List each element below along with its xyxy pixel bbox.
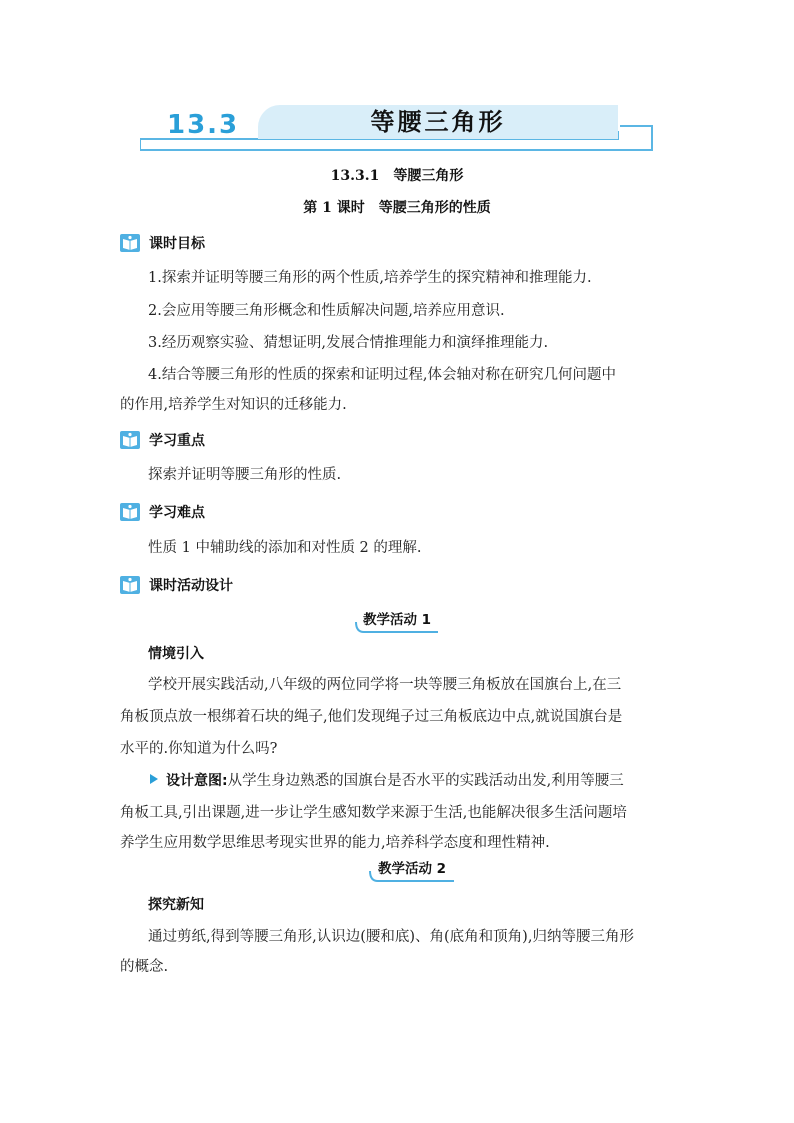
paragraph-line: 水平的.你知道为什么吗? xyxy=(120,741,278,757)
design-intent-text: 从学生身边熟悉的国旗台是否水平的实践活动出发,利用等腰三 xyxy=(227,773,624,789)
lesson-title: 第 1 课时 等腰三角形的性质 xyxy=(303,200,491,216)
paragraph-line: 的概念. xyxy=(120,959,169,975)
objective-item: 4.结合等腰三角形的性质的探索和证明过程,体会轴对称在研究几何问题中 xyxy=(148,367,616,383)
objective-item: 1.探索并证明等腰三角形的两个性质,培养学生的探究精神和推理能力. xyxy=(148,270,592,286)
objective-item: 2.会应用等腰三角形概念和性质解决问题,培养应用意识. xyxy=(148,303,505,319)
paragraph-line: 角板顶点放一根绑着石块的绳子,他们发现绳子过三角板底边中点,就说国旗台是 xyxy=(120,709,623,725)
chapter-title: 等腰三角形 xyxy=(370,107,506,136)
design-intent-line: 角板工具,引出课题,进一步让学生感知数学来源于生活,也能解决很多生活问题培 xyxy=(120,805,627,821)
activity-2-tag xyxy=(368,857,456,883)
activity-1-label: 教学活动 1 xyxy=(362,612,432,628)
design-intent-label: 设计意图: xyxy=(166,773,228,789)
objective-item-continued: 的作用,培养学生对知识的迁移能力. xyxy=(120,397,347,413)
activity-2-heading: 探究新知 xyxy=(148,897,204,913)
section-label: 课时活动设计 xyxy=(149,578,233,594)
objective-item: 3.经历观察实验、猜想证明,发展合情推理能力和演绎推理能力. xyxy=(148,335,549,351)
key-points-text: 探索并证明等腰三角形的性质. xyxy=(148,467,342,483)
book-icon xyxy=(120,234,140,252)
paragraph-line: 学校开展实践活动,八年级的两位同学将一块等腰三角板放在国旗台上,在三 xyxy=(148,677,622,693)
paragraph-line: 通过剪纸,得到等腰三角形,认识边(腰和底)、角(底角和顶角),归纳等腰三角形 xyxy=(148,929,634,945)
difficulties-text: 性质 1 中辅助线的添加和对性质 2 的理解. xyxy=(148,540,422,556)
chapter-banner xyxy=(140,98,660,154)
activity-1-heading: 情境引入 xyxy=(148,646,204,662)
design-intent-line: 养学生应用数学思维思考现实世界的能力,培养科学态度和理性精神. xyxy=(120,835,550,851)
triangle-marker-icon xyxy=(150,774,158,784)
book-icon xyxy=(120,576,140,594)
book-icon xyxy=(120,431,140,449)
design-intent-line xyxy=(150,772,624,790)
subsection-title: 13.3.1 等腰三角形 xyxy=(330,168,464,184)
section-number: 13.3 xyxy=(167,110,240,140)
section-label: 学习重点 xyxy=(149,433,205,449)
section-label: 课时目标 xyxy=(149,236,205,252)
book-icon xyxy=(120,503,140,521)
activity-1-tag xyxy=(354,608,440,634)
section-label: 学习难点 xyxy=(149,505,205,521)
activity-2-label: 教学活动 2 xyxy=(377,861,447,877)
